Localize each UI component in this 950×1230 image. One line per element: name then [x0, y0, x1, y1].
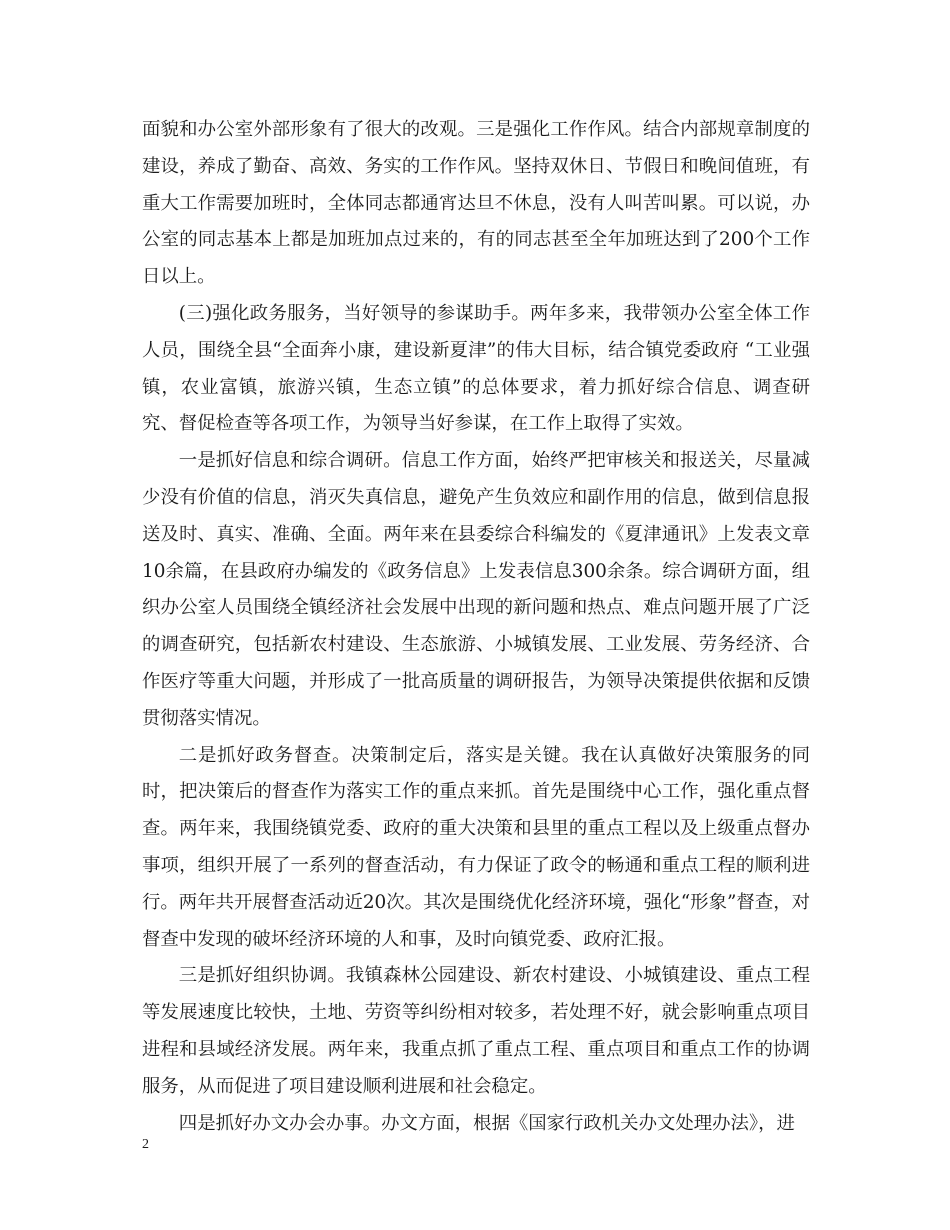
document-body — [142, 112, 810, 1142]
paragraph-5: 三是抓好组织协调。我镇森林公园建设、新农村建设、小城镇建设、重点工程等发展速度比较快，土地、劳资等纠纷相对较多，若处理不好，就会影响重点项目进程和县域经济发展。两年来，我重点抓了重点工程、重点项目和重点工作的协调服务，从而促进了项目建设顺利进展和社会稳定。 — [142, 965, 810, 1097]
paragraph-3: 一是抓好信息和综合调研。信息工作方面，始终严把审核关和报送关，尽量减少没有价值的信息，消灭失真信息，避免产生负效应和副作用的信息，做到信息报送及时、真实、准确、全面。两年来在县委综合科编发的《夏津通讯》上发表文章10余篇，在县政府办编发的《政务信息》上发表信息300余条。综合调研方面，组织办公室人员围绕全镇经济社会发展中出现的新问题和热点、难点问题开展了广泛的调查研究，包括新农村建设、生态旅游、小城镇发展、工业发展、劳务经济、合作医疗等重大问题，并形成了一批高质量的调研报告，为领导决策提供依据和反馈贯彻落实情况。 — [142, 450, 810, 729]
page-number: 2 — [142, 1137, 149, 1152]
paragraph-4: 二是抓好政务督查。决策制定后，落实是关键。我在认真做好决策服务的同时，把决策后的督查作为落实工作的重点来抓。首先是围绕中心工作，强化重点督查。两年来，我围绕镇党委、政府的重大决策和县里的重点工程以及上级重点督办事项，组织开展了一系列的督查活动，有力保证了政令的畅通和重点工程的顺利进行。两年共开展督查活动近20次。其次是围绕优化经济环境，强化“形象”督查，对督查中发现的破坏经济环境的人和事，及时向镇党委、政府汇报。 — [142, 744, 810, 950]
paragraph-1: 面貌和办公室外部形象有了很大的改观。三是强化工作作风。结合内部规章制度的建设，养成了勤奋、高效、务实的工作作风。坚持双休日、节假日和晚间值班，有重大工作需要加班时，全体同志都通宵达旦不休息，没有人叫苦叫累。可以说，办公室的同志基本上都是加班加点过来的，有的同志甚至全年加班达到了200个工作日以上。 — [142, 119, 810, 288]
paragraph-6: 四是抓好办文办会办事。办文方面，根据《国家行政机关办文处理办法》，进 — [178, 1112, 795, 1134]
paragraph-2: (三)强化政务服务，当好领导的参谋助手。两年多来，我带领办公室全体工作人员，围绕全县“全面奔小康，建设新夏津”的伟大目标，结合镇党委政府 “工业强镇，农业富镇，旅游兴镇，生态立镇”的总体要求，着力抓好综合信息、调查研究、督促检查等各项工作，为领导当好参谋，在工作上取得了实效。 — [142, 302, 810, 435]
